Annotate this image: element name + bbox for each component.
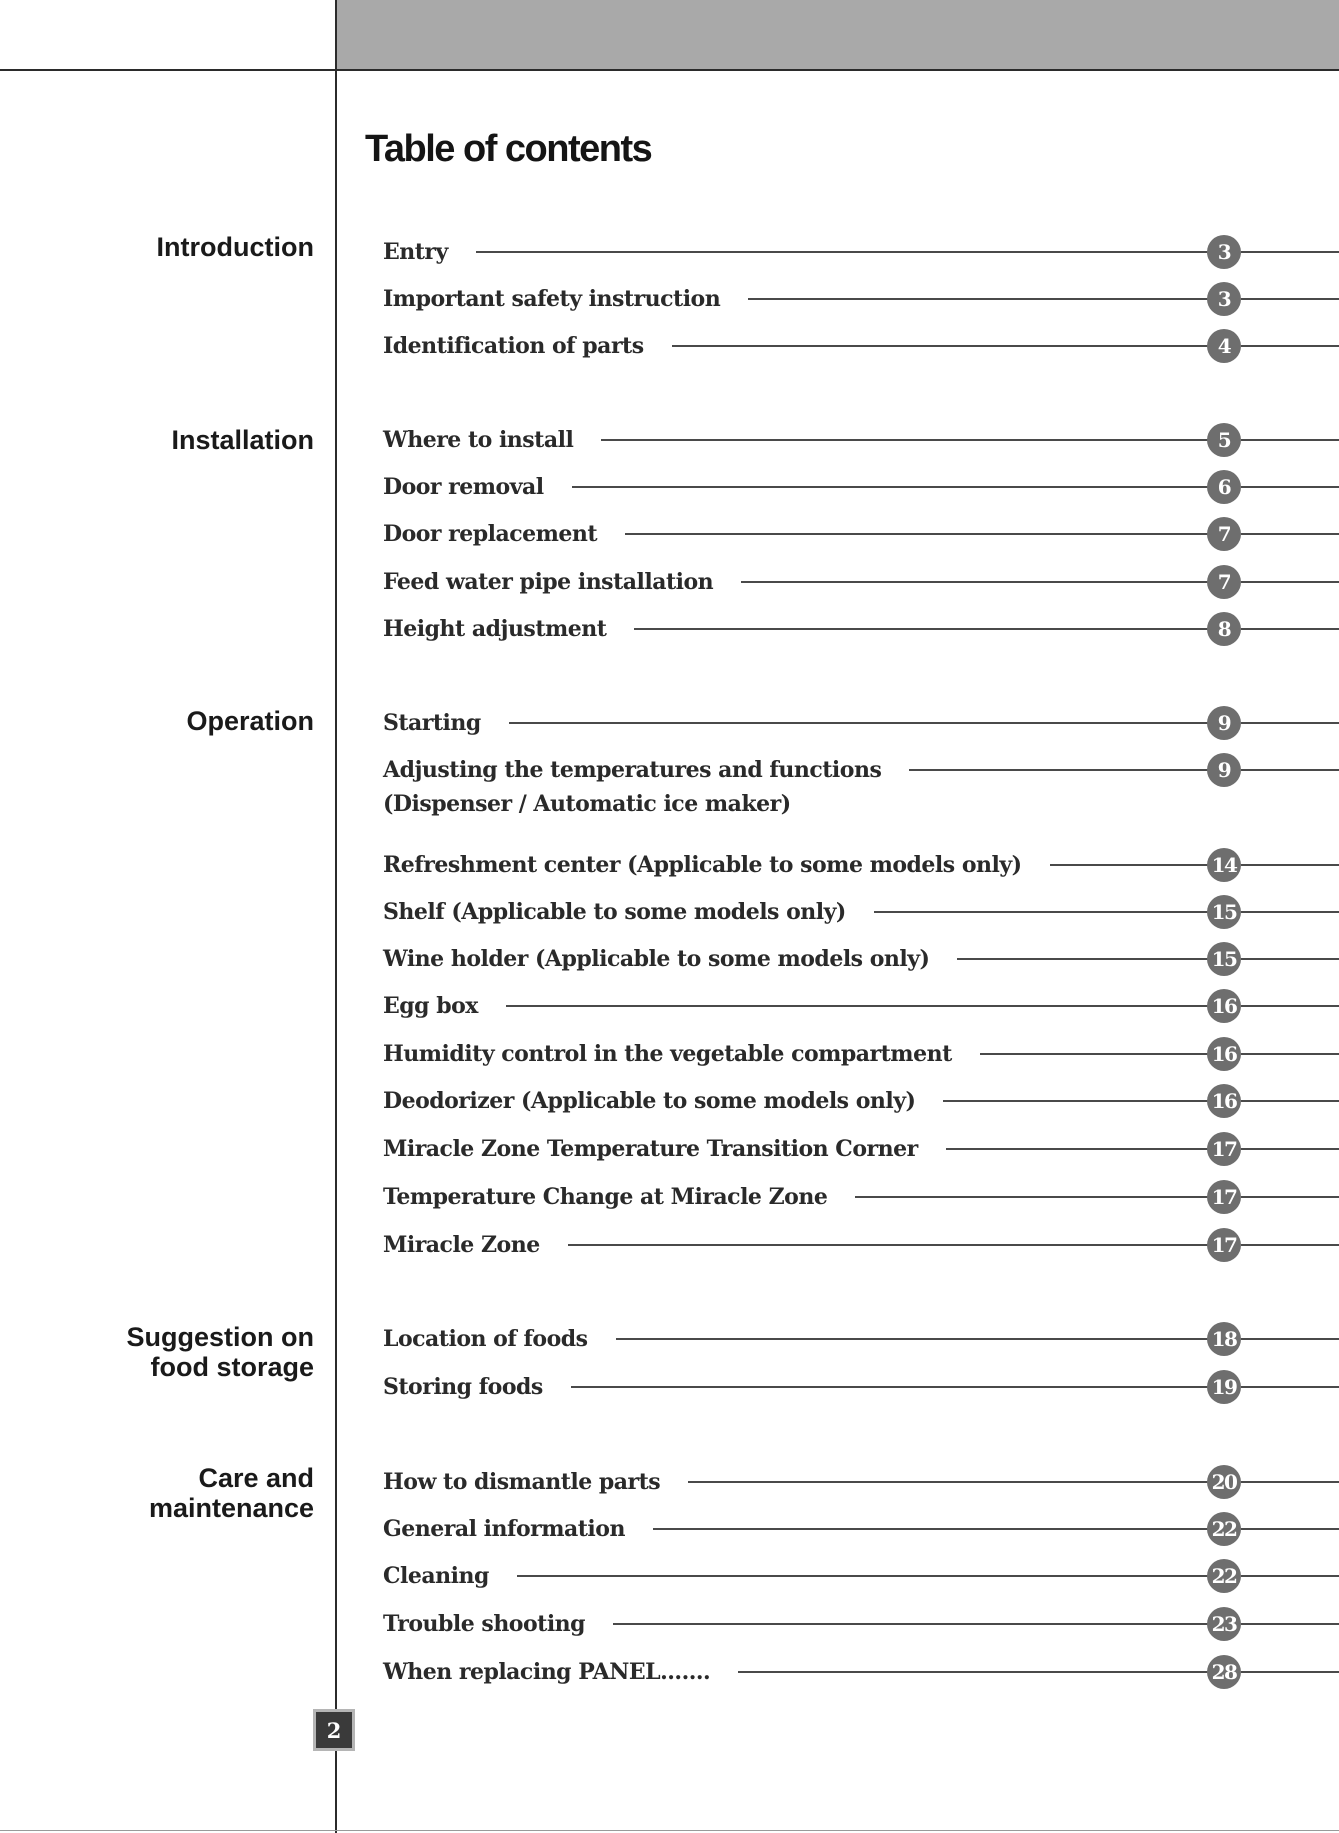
leader-tail [1241, 1338, 1339, 1340]
leader-line [855, 1196, 1209, 1198]
leader-line [601, 439, 1209, 441]
page-number-badge: 15 [1207, 895, 1241, 929]
leader-tail [1241, 864, 1339, 866]
leader-tail [1241, 1100, 1339, 1102]
toc-entry[interactable] [383, 990, 1339, 1022]
toc-entry-label: Temperature Change at Miracle Zone [383, 1184, 828, 1210]
section-heading-care [14, 1463, 314, 1523]
leader-tail [1241, 1386, 1339, 1388]
page-number-badge: 4 [1207, 329, 1241, 363]
toc-entry[interactable] [383, 1229, 1339, 1261]
section-heading-line: food storage [150, 1352, 314, 1382]
leader-tail [1241, 251, 1339, 253]
leader-line [625, 533, 1209, 535]
toc-entry[interactable] [383, 1371, 1339, 1403]
leader-tail [1241, 1528, 1339, 1530]
leader-tail [1241, 1148, 1339, 1150]
leader-tail [1241, 298, 1339, 300]
toc-entry[interactable] [383, 1513, 1339, 1545]
leader-tail [1241, 769, 1339, 771]
leader-tail [1241, 581, 1339, 583]
leader-tail [1241, 1053, 1339, 1055]
page-number-badge: 15 [1207, 942, 1241, 976]
leader-line [568, 1244, 1209, 1246]
page-number-badge: 19 [1207, 1370, 1241, 1404]
section-heading-line: Operation [186, 706, 314, 736]
toc-entry-label: Deodorizer (Applicable to some models only) [383, 1088, 916, 1114]
toc-entry[interactable] [383, 283, 1339, 315]
toc-entry-label: Storing foods [383, 1374, 543, 1400]
section-heading-line: Installation [171, 425, 314, 455]
toc-entry-subline: (Dispenser / Automatic ice maker) [383, 791, 791, 817]
page-number-badge: 9 [1207, 753, 1241, 787]
toc-entry-label: Identification of parts [383, 333, 644, 359]
toc-entry[interactable] [383, 1466, 1339, 1498]
toc-entry-label: Entry [383, 239, 448, 265]
page-number-badge: 16 [1207, 989, 1241, 1023]
page-number-badge: 18 [1207, 1322, 1241, 1356]
toc-entry[interactable] [383, 896, 1339, 928]
page-number-badge: 7 [1207, 517, 1241, 551]
leader-tail [1241, 911, 1339, 913]
page-number-badge: 5 [1207, 423, 1241, 457]
toc-entry-label: Feed water pipe installation [383, 569, 714, 595]
toc-entry-label: Starting [383, 710, 481, 736]
leader-line [634, 628, 1209, 630]
bottom-rule [0, 1830, 1339, 1831]
toc-entry[interactable] [383, 518, 1339, 550]
page-number-badge: 3 [1207, 235, 1241, 269]
header-rule [0, 69, 1339, 71]
leader-line [672, 345, 1209, 347]
toc-entry-label: Miracle Zone [383, 1232, 540, 1258]
leader-tail [1241, 345, 1339, 347]
vertical-divider [335, 0, 337, 1833]
page-number-badge: 17 [1207, 1228, 1241, 1262]
section-heading-line: Care and [198, 1463, 314, 1493]
section-heading-line: maintenance [148, 1493, 314, 1523]
toc-entry-label: Miracle Zone Temperature Transition Corner [383, 1136, 918, 1162]
page-title: Table of contents [365, 128, 652, 170]
toc-entry[interactable] [383, 943, 1339, 975]
leader-line [688, 1481, 1209, 1483]
toc-entry[interactable] [383, 1656, 1339, 1688]
toc-entry[interactable] [383, 566, 1339, 598]
toc-entry[interactable] [383, 754, 1339, 786]
leader-line [613, 1623, 1209, 1625]
toc-entry[interactable] [383, 471, 1339, 503]
page-number-badge: 16 [1207, 1037, 1241, 1071]
toc-entry[interactable] [383, 1608, 1339, 1640]
toc-entry-label: Adjusting the temperatures and functions [383, 757, 882, 783]
leader-line [980, 1053, 1209, 1055]
page-number-badge: 17 [1207, 1132, 1241, 1166]
toc-entry-label: Location of foods [383, 1326, 588, 1352]
toc-entry[interactable] [383, 424, 1339, 456]
toc-entry-label: When replacing PANEL....... [383, 1659, 711, 1685]
toc-entry-label: Cleaning [383, 1563, 489, 1589]
leader-tail [1241, 1481, 1339, 1483]
leader-line [476, 251, 1209, 253]
toc-entry[interactable] [383, 236, 1339, 268]
toc-entry-label: Humidity control in the vegetable compartment [383, 1041, 952, 1067]
leader-line [517, 1575, 1209, 1577]
leader-line [748, 298, 1209, 300]
toc-entry-label: Where to install [383, 427, 574, 453]
leader-line [946, 1148, 1209, 1150]
page-number-badge: 23 [1207, 1607, 1241, 1641]
toc-entry-label: Door replacement [383, 521, 598, 547]
page-number-badge: 6 [1207, 470, 1241, 504]
toc-entry[interactable] [383, 330, 1339, 362]
leader-tail [1241, 958, 1339, 960]
leader-line [874, 911, 1209, 913]
section-heading-line: Suggestion on [126, 1322, 314, 1352]
leader-line [909, 769, 1209, 771]
toc-entry-label: Shelf (Applicable to some models only) [383, 899, 846, 925]
page-number-badge: 28 [1207, 1655, 1241, 1689]
leader-tail [1241, 1244, 1339, 1246]
page-number: 2 [313, 1709, 355, 1751]
toc-entry-label: Trouble shooting [383, 1611, 586, 1637]
leader-tail [1241, 439, 1339, 441]
leader-tail [1241, 722, 1339, 724]
leader-tail [1241, 1196, 1339, 1198]
toc-entry-label: Door removal [383, 474, 544, 500]
toc-entry-label: Height adjustment [383, 616, 607, 642]
toc-entry[interactable] [383, 1085, 1339, 1117]
toc-entry[interactable] [383, 613, 1339, 645]
page-number-badge: 8 [1207, 612, 1241, 646]
section-heading-installation [14, 425, 314, 455]
page-number-badge: 17 [1207, 1180, 1241, 1214]
section-heading-introduction [14, 232, 314, 262]
header-bar [336, 0, 1339, 69]
page-number-badge: 16 [1207, 1084, 1241, 1118]
toc-entry-label: Wine holder (Applicable to some models only) [383, 946, 930, 972]
leader-line [509, 722, 1209, 724]
page-number-badge: 20 [1207, 1465, 1241, 1499]
leader-line [616, 1338, 1209, 1340]
leader-tail [1241, 1005, 1339, 1007]
leader-tail [1241, 486, 1339, 488]
leader-line [653, 1528, 1209, 1530]
toc-entry-label: Refreshment center (Applicable to some models only) [383, 852, 1022, 878]
toc-entry[interactable] [383, 1181, 1339, 1213]
page-number-badge: 14 [1207, 848, 1241, 882]
leader-line [571, 1386, 1209, 1388]
toc-entry[interactable] [383, 1560, 1339, 1592]
section-heading-operation [14, 706, 314, 736]
page-number-badge: 22 [1207, 1559, 1241, 1593]
toc-entry[interactable] [383, 849, 1339, 881]
leader-tail [1241, 1671, 1339, 1673]
page-number-badge: 22 [1207, 1512, 1241, 1546]
leader-line [943, 1100, 1209, 1102]
leader-line [1050, 864, 1209, 866]
page-number-badge: 9 [1207, 706, 1241, 740]
leader-tail [1241, 628, 1339, 630]
toc-entry[interactable] [383, 1323, 1339, 1355]
leader-line [957, 958, 1209, 960]
leader-tail [1241, 1623, 1339, 1625]
leader-line [572, 486, 1209, 488]
toc-entry[interactable] [383, 1133, 1339, 1165]
leader-tail [1241, 533, 1339, 535]
toc-entry-label: How to dismantle parts [383, 1469, 661, 1495]
toc-entry-label: General information [383, 1516, 625, 1542]
leader-line [506, 1005, 1209, 1007]
toc-entry[interactable] [383, 707, 1339, 739]
leader-tail [1241, 1575, 1339, 1577]
leader-line [738, 1671, 1209, 1673]
toc-entry-label: Egg box [383, 993, 478, 1019]
section-heading-food-storage [14, 1322, 314, 1382]
section-heading-line: Introduction [156, 232, 314, 262]
toc-entry[interactable] [383, 1038, 1339, 1070]
page-number-badge: 3 [1207, 282, 1241, 316]
page-number-badge: 7 [1207, 565, 1241, 599]
toc-entry-label: Important safety instruction [383, 286, 721, 312]
leader-line [741, 581, 1209, 583]
